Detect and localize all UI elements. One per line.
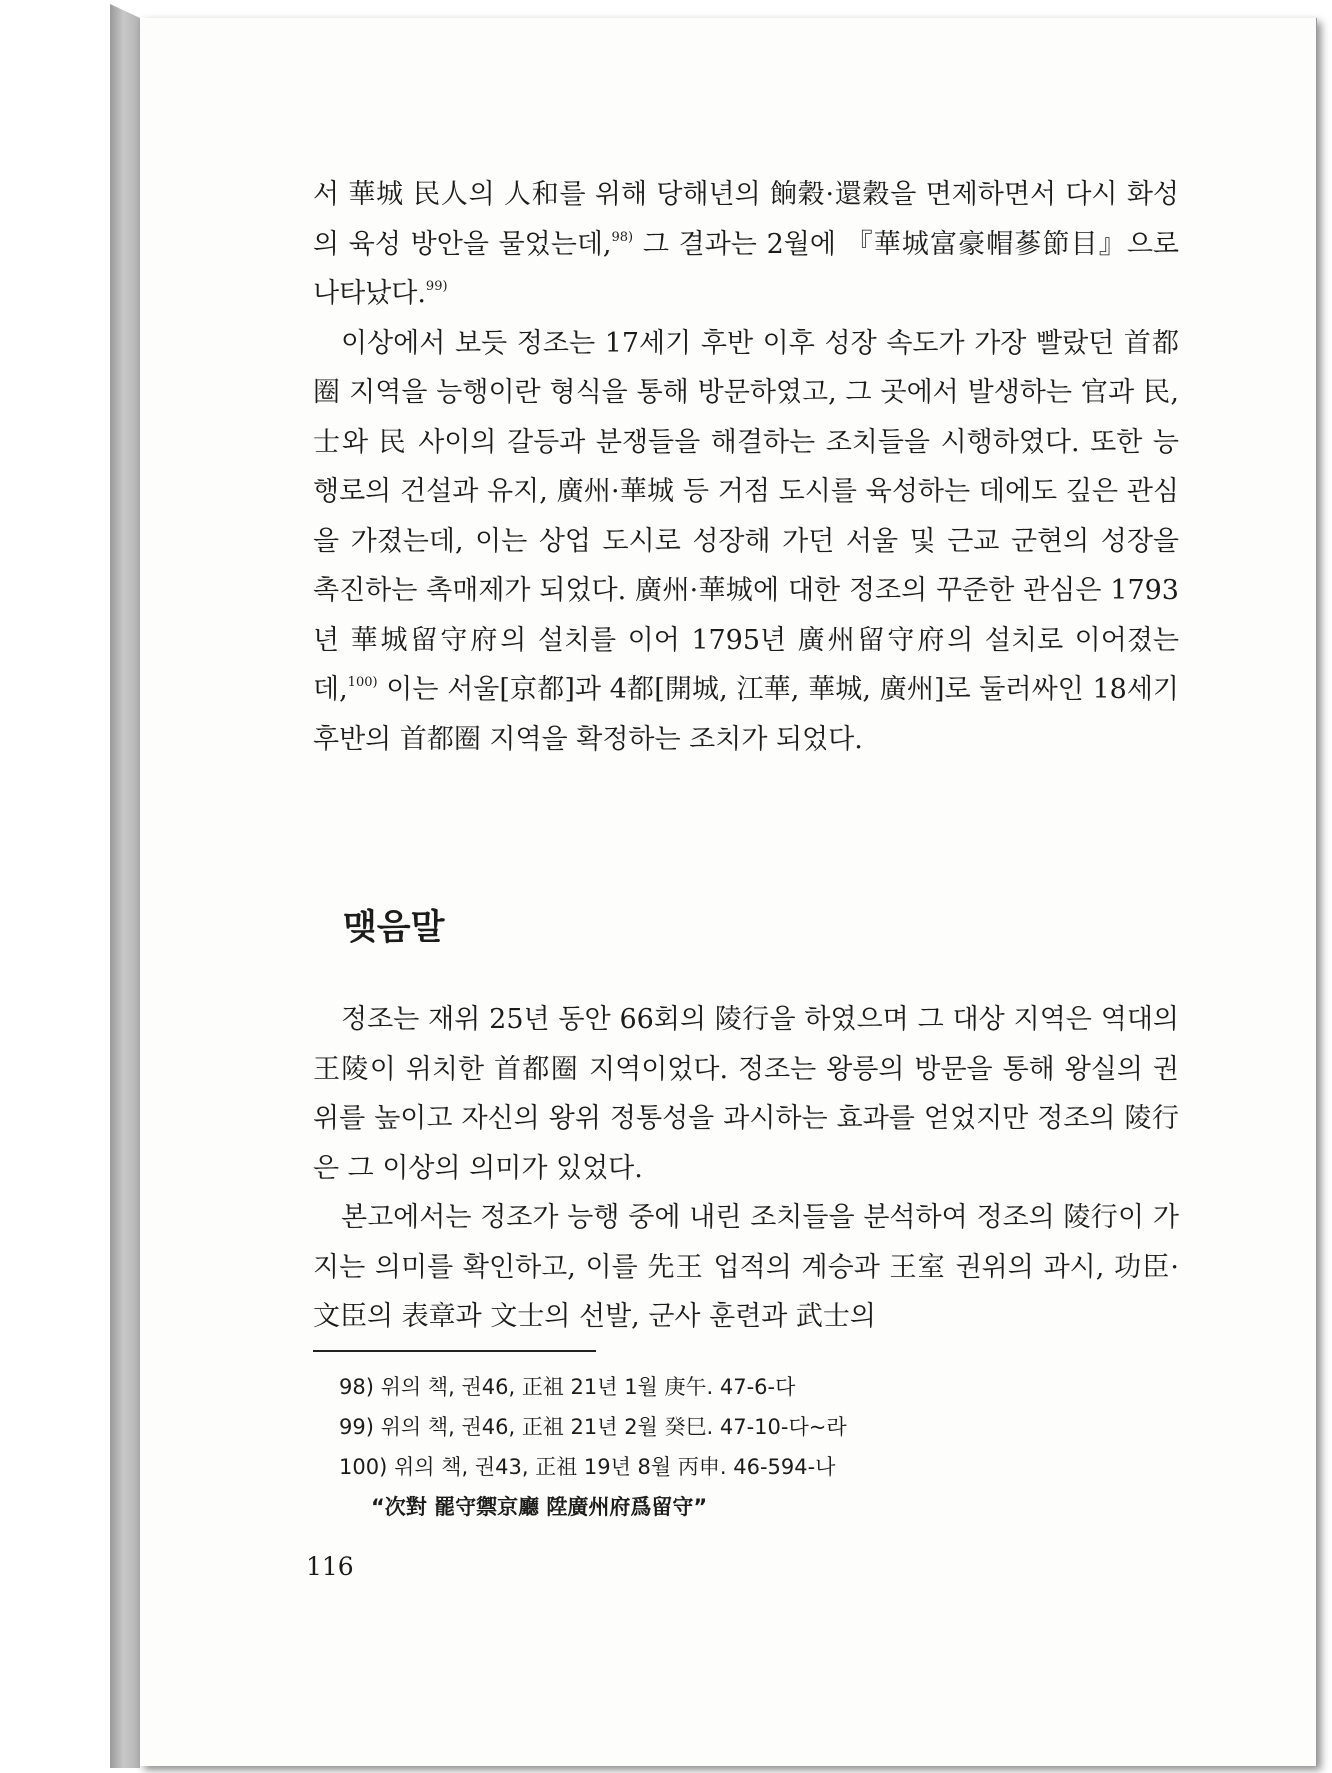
footnote-99: 99) 위의 책, 권46, 正祖 21년 2월 癸巳. 47-10-다~라 bbox=[339, 1415, 847, 1439]
footnote-divider bbox=[313, 1350, 596, 1352]
paragraph-2: 이상에서 보듯 정조는 17세기 후반 이후 성장 속도가 가장 빨랐던 首都圈 지역을 능행이란 형식을 통해 방문하였고, 그 곳에서 발생하는 官과 民, 士와 民 사이의 갈등과 분쟁들을 해결하는 조치들을 시행하였다. 또한 능행로의 건설과 유지, 廣州·華城 등 거점 도시를 육성하는 데에도 깊은 관심을 가졌는데, 이는 상업 도시로 성장해 가던 서울 및 근교 군현의 성장을 촉진하는 촉매제가 되었다. 廣州·華城에 대한 정조의 꾸준한 관심은 1793년 華城留守府의 설치를 이어 1795년 廣州留守府의 설치로 이어졌는데,$^{100)}$ 이는 서울[京都]과 4都[開城, 江華, 華城, 廣州]로 둘러싸인 18세기 후반의 首都圈 지역을 확정하는 조치가 되었다. bbox=[313, 327, 1179, 755]
footnote-quote: “次對 罷守禦京廳 陞廣州府爲留守” bbox=[371, 1495, 708, 1519]
body-text-bottom bbox=[313, 995, 1179, 1342]
page-number: 116 bbox=[306, 1552, 354, 1581]
footnote-ref-99[interactable]: 99) bbox=[425, 279, 448, 294]
footnote-ref-98[interactable]: 98) bbox=[611, 229, 634, 245]
footnote-100: 100) 위의 책, 권43, 正祖 19년 8월 丙申. 46-594-나 bbox=[339, 1455, 836, 1479]
book-spine bbox=[110, 4, 140, 1768]
paragraph-4: 본고에서는 정조가 능행 중에 내린 조치들을 분석하여 정조의 陵行이 가지는 의미를 확인하고, 이를 先王 업적의 계승과 王室 권위의 과시, 功臣·文臣의 表章과 文士의 선발, 군사 훈련과 武士의 bbox=[313, 1202, 1179, 1332]
footnote-98: 98) 위의 책, 권46, 正祖 21년 1월 庚午. 47-6-다 bbox=[339, 1375, 796, 1399]
footnote-ref-100[interactable]: 100) bbox=[347, 675, 378, 690]
body-text-top bbox=[313, 170, 1179, 764]
paragraph-3: 정조는 재위 25년 동안 66회의 陵行을 하였으며 그 대상 지역은 역대의 王陵이 위치한 首都圈 지역이었다. 정조는 왕릉의 방문을 통해 왕실의 권위를 높이고 자신의 왕위 정통성을 과시하는 효과를 얻었지만 정조의 陵行은 그 이상의 의미가 있었다. bbox=[313, 1004, 1179, 1184]
paragraph-1: 서 華城 民人의 人和를 위해 당해년의 餉穀·還穀을 면제하면서 다시 화성의 육성 방안을 물었는데,$^{98)}$ 그 결과는 2월에 『華城富豪帽蔘節目』으로 나타났다.$^{99)}$ bbox=[313, 179, 1179, 309]
section-heading: 맺음말 bbox=[343, 908, 445, 948]
footnotes bbox=[313, 1367, 1179, 1527]
